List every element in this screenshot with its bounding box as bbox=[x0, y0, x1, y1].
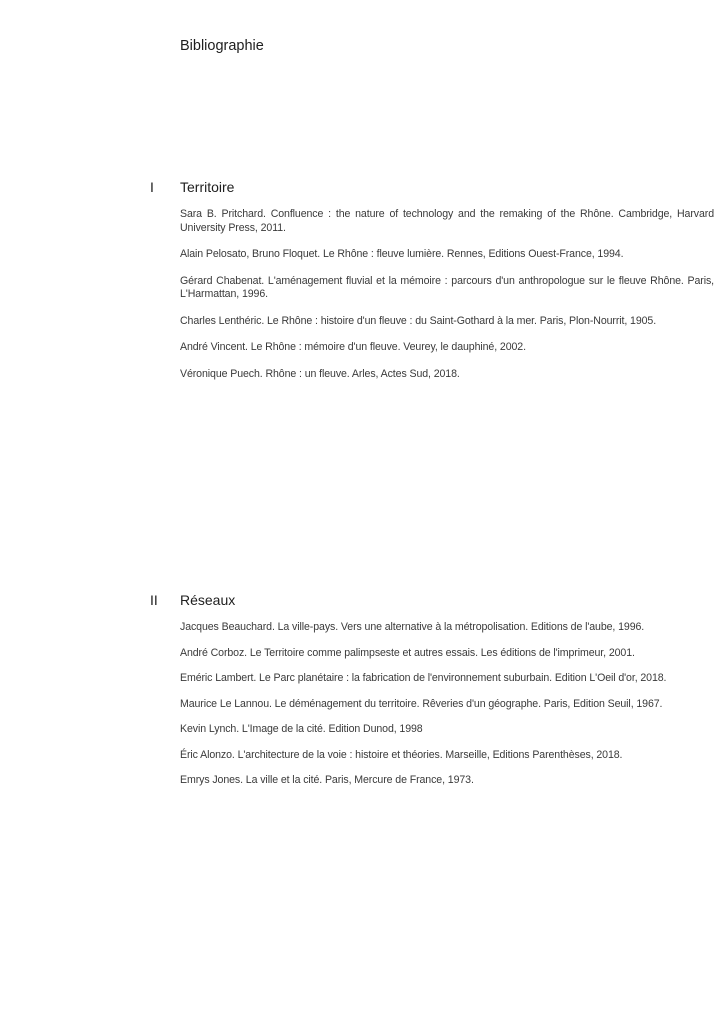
section-numeral: I bbox=[150, 179, 154, 195]
section-title: Réseaux bbox=[180, 592, 236, 608]
reference-item: Éric Alonzo. L'architecture de la voie : histoire et théories. Marseille, Editions Parenthèses, 2018. bbox=[180, 748, 623, 761]
reference-item: André Vincent. Le Rhône : mémoire d'un fleuve. Veurey, le dauphiné, 2002. bbox=[180, 341, 526, 353]
reference-item: Charles Lenthéric. Le Rhône : histoire d'un fleuve : du Saint-Gothard à la mer. Paris, Plon-Nourrit, 1905. bbox=[180, 314, 657, 327]
reference-item: Alain Pelosato, Bruno Floquet. Le Rhône : fleuve lumière. Rennes, Editions Ouest-France, 1994. bbox=[180, 248, 624, 260]
reference-item: Sara B. Pritchard. Confluence : the nature of technology and the remaking of the Rhône. Cambridge, Harvard University Press, 2011. bbox=[180, 208, 714, 234]
reference-item: Véronique Puech. Rhône : un fleuve. Arles, Actes Sud, 2018. bbox=[180, 367, 460, 380]
reference-list bbox=[180, 208, 714, 394]
reference-item: Maurice Le Lannou. Le déménagement du territoire. Rêveries d'un géographe. Paris, Edition Seuil, 1967. bbox=[180, 697, 663, 710]
page-title: Bibliographie bbox=[180, 38, 264, 54]
reference-item: Emrys Jones. La ville et la cité. Paris, Mercure de France, 1973. bbox=[180, 774, 474, 786]
section-numeral: II bbox=[150, 592, 158, 608]
section-title: Territoire bbox=[180, 179, 235, 195]
reference-item: Kevin Lynch. L'Image de la cité. Edition Dunod, 1998 bbox=[180, 723, 423, 735]
reference-item: André Corboz. Le Territoire comme palimpseste et autres essais. Les éditions de l'imprimeur, 2001. bbox=[180, 646, 635, 659]
reference-list bbox=[180, 621, 714, 800]
reference-item: Gérard Chabenat. L'aménagement fluvial et la mémoire : parcours d'un anthropologue sur le fleuve Rhône. Paris, L'Harmattan, 1996. bbox=[180, 274, 714, 300]
reference-item: Jacques Beauchard. La ville-pays. Vers une alternative à la métropolisation. Editions de l'aube, 1996. bbox=[180, 621, 645, 633]
reference-item: Eméric Lambert. Le Parc planétaire : la fabrication de l'environnement suburbain. Edition L'Oeil d'or, 2018. bbox=[180, 672, 667, 684]
